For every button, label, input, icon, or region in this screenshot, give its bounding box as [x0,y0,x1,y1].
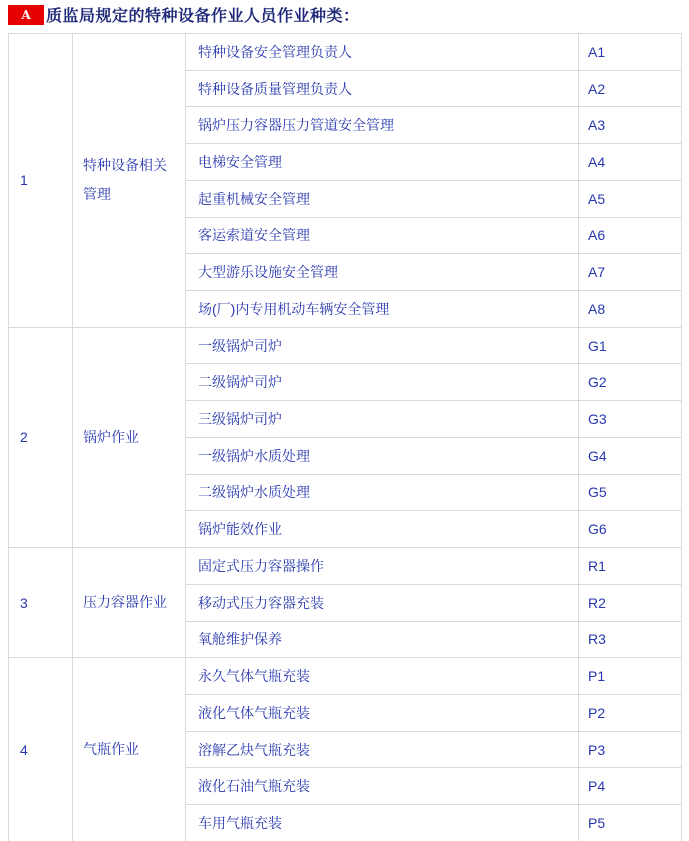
job-code-cell: R3 [579,621,682,658]
job-name-cell: 一级锅炉水质处理 [186,437,579,474]
job-code-cell: G4 [579,437,682,474]
job-name-cell: 电梯安全管理 [186,144,579,181]
job-name-cell: 液化石油气瓶充装 [186,768,579,805]
job-code-cell: A8 [579,291,682,328]
group-number-cell: 4 [9,658,73,841]
job-code-cell: P5 [579,805,682,841]
job-name-cell: 氧舱维护保养 [186,621,579,658]
job-code-cell: A5 [579,180,682,217]
equipment-table-body [9,34,682,841]
job-code-cell: G6 [579,511,682,548]
job-code-cell: A1 [579,34,682,71]
job-code-cell: G5 [579,474,682,511]
job-code-cell: A4 [579,144,682,181]
job-name-cell: 一级锅炉司炉 [186,327,579,364]
job-code-cell: P3 [579,731,682,768]
job-code-cell: A3 [579,107,682,144]
table-row [9,327,682,364]
job-name-cell: 三级锅炉司炉 [186,401,579,438]
job-name-cell: 锅炉能效作业 [186,511,579,548]
job-name-cell: 场(厂)内专用机动车辆安全管理 [186,291,579,328]
job-name-cell: 锅炉压力容器压力管道安全管理 [186,107,579,144]
job-name-cell: 溶解乙炔气瓶充装 [186,731,579,768]
job-code-cell: G1 [579,327,682,364]
group-category-cell: 特种设备相关管理 [73,34,186,328]
job-name-cell: 液化气体气瓶充装 [186,694,579,731]
job-code-cell: P1 [579,658,682,695]
group-number-cell: 2 [9,327,73,547]
page-title: 质监局规定的特种设备作业人员作业种类： [46,8,360,25]
section-header [8,4,360,25]
table-row [9,548,682,585]
job-name-cell: 永久气体气瓶充装 [186,658,579,695]
job-code-cell: P2 [579,694,682,731]
group-category-cell: 压力容器作业 [73,548,186,658]
job-code-cell: R2 [579,584,682,621]
group-category-cell: 气瓶作业 [73,658,186,841]
job-name-cell: 客运索道安全管理 [186,217,579,254]
job-name-cell: 二级锅炉司炉 [186,364,579,401]
group-category-cell: 锅炉作业 [73,327,186,547]
job-name-cell: 特种设备安全管理负责人 [186,34,579,71]
group-number-cell: 1 [9,34,73,328]
job-name-cell: 大型游乐设施安全管理 [186,254,579,291]
job-code-cell: P4 [579,768,682,805]
job-name-cell: 车用气瓶充装 [186,805,579,841]
table-row [9,658,682,695]
table-row [9,34,682,71]
job-name-cell: 起重机械安全管理 [186,180,579,217]
job-name-cell: 移动式压力容器充装 [186,584,579,621]
job-code-cell: A2 [579,70,682,107]
equipment-categories-table [8,33,682,841]
job-name-cell: 固定式压力容器操作 [186,548,579,585]
job-code-cell: A7 [579,254,682,291]
job-code-cell: R1 [579,548,682,585]
job-name-cell: 特种设备质量管理负责人 [186,70,579,107]
job-name-cell: 二级锅炉水质处理 [186,474,579,511]
group-number-cell: 3 [9,548,73,658]
job-code-cell: G2 [579,364,682,401]
job-code-cell: G3 [579,401,682,438]
job-code-cell: A6 [579,217,682,254]
section-marker-badge: A [8,5,44,25]
